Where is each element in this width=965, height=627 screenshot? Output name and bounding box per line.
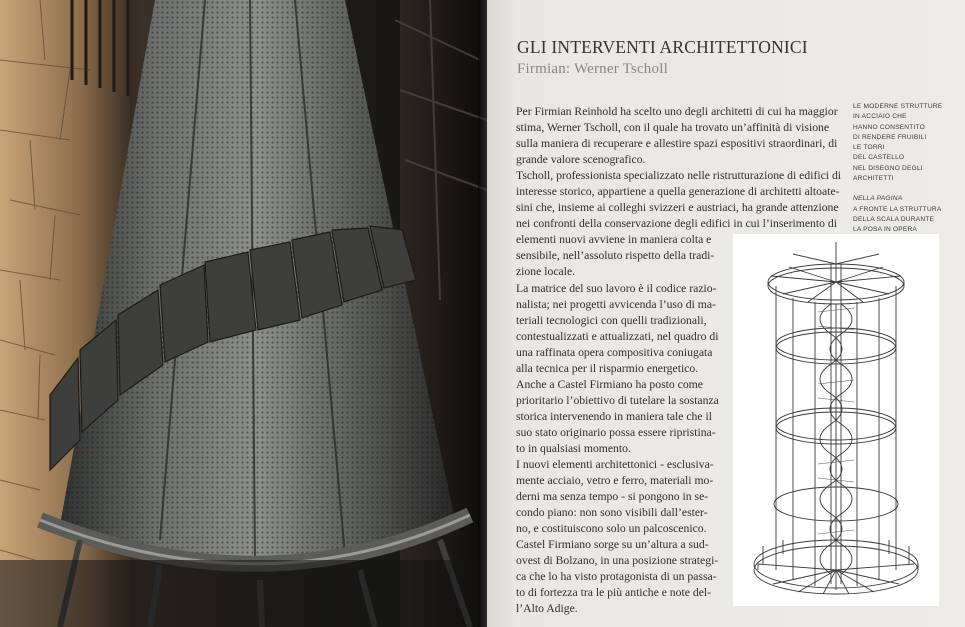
body-line: sulla maniera di recuperare e allestire spazi espositivi straordinari, di: [516, 137, 838, 151]
body-line: ovest di Bolzano, in una posizione strategi-: [516, 554, 719, 568]
body-line: I nuovi elementi architettonici - esclusiva-: [516, 458, 714, 472]
body-line: l’Alto Adige.: [516, 602, 578, 616]
caption-line: ARCHITETTI: [853, 175, 894, 183]
body-line: mente acciaio, vetro e ferro, materiali mo-: [516, 474, 714, 488]
body-line: La matrice del suo lavoro è il codice razio-: [516, 281, 717, 295]
staircase-drawing-illustration: [733, 234, 939, 606]
caption-line: IN ACCIAIO CHE: [853, 113, 907, 121]
caption-line: A FRONTE LA STRUTTURA: [853, 205, 942, 213]
caption-line: NELLA PAGINA: [853, 195, 903, 203]
caption-line: LE MODERNE STRUTTURE: [853, 103, 943, 110]
body-line: suo stato originario possa essere ripristina-: [516, 425, 716, 439]
body-line: storica intervenendo in maniera tale che il: [516, 409, 713, 423]
body-line: nalista; nei progetti avvicenda l’uso di ma-: [516, 297, 716, 311]
body-line: stima, Werner Tscholl, con il quale ha trovato un’affinità di visione: [516, 121, 830, 135]
body-line: nei confronti della conservazione degli edifici in cui l’inserimento di: [516, 217, 837, 231]
body-line: una raffinata opera compositiva coniugata: [516, 345, 713, 359]
caption-line: DI RENDERE FRUIBILI: [853, 133, 927, 141]
body-line: Tscholl, professionista specializzato nelle ristrutturazione di edifici di: [516, 169, 842, 183]
body-line: teriali tecnologici con quelli tradizionali,: [516, 313, 707, 327]
body-line: contestualizzati e attualizzati, nel quadro di: [516, 329, 719, 343]
body-line: zione locale.: [516, 265, 576, 279]
section-subtitle: Firmian: Werner Tscholl: [517, 61, 668, 77]
body-line: alla tecnica per il risparmio energetico.: [516, 361, 699, 375]
section-title: GLI INTERVENTI ARCHITETTONICI: [517, 37, 808, 57]
body-line: to in qualsiasi momento.: [516, 441, 631, 455]
staircase-drawing: [733, 234, 939, 606]
body-line: to di fortezza tra le più antiche e note del-: [516, 586, 712, 600]
caption-line: DEL CASTELLO: [853, 154, 905, 162]
body-line: Anche a Castel Firmiano ha posto come: [516, 377, 703, 391]
body-line: no, e costituiscono solo un palcoscenico.: [516, 522, 707, 536]
body-line: Per Firmian Reinhold ha scelto uno degli architetti di cui ha maggior: [516, 105, 838, 118]
body-line: grande valore scenografico.: [516, 153, 646, 167]
caption-line: HANNO CONSENTITO: [853, 123, 925, 131]
body-line: elementi nuovi avviene in maniera colta e: [516, 233, 712, 247]
caption-line: DELLA SCALA DURANTE: [853, 215, 935, 223]
body-line: Castel Firmiano sorge su un’altura a sud-: [516, 538, 709, 552]
body-line: sini che, insieme ai colleghi svizzeri e austriaci, ha grande attenzione: [516, 201, 839, 215]
body-line: derni ma senza tempo - si pongono in se-: [516, 490, 709, 504]
body-line: condo piano: non sono visibili dall’ester-: [516, 506, 708, 520]
caption-line: LE TORRI: [853, 144, 885, 152]
figure-caption: [853, 102, 953, 236]
body-line: prioritario l’obiettivo di tutelare la sostanza: [516, 393, 719, 407]
caption-line: LA POSA IN OPERA: [853, 226, 918, 234]
body-line: sensibile, nell’assoluto rispetto della tradi-: [516, 249, 715, 263]
caption-line: NEL DISEGNO DEGLI: [853, 164, 923, 172]
body-line: interesse storico, appartiene a quella generazione di architetti altoate-: [516, 185, 840, 199]
body-line: ca che lo ha visto protagonista di un passa-: [516, 570, 717, 584]
text-page: [487, 0, 965, 627]
